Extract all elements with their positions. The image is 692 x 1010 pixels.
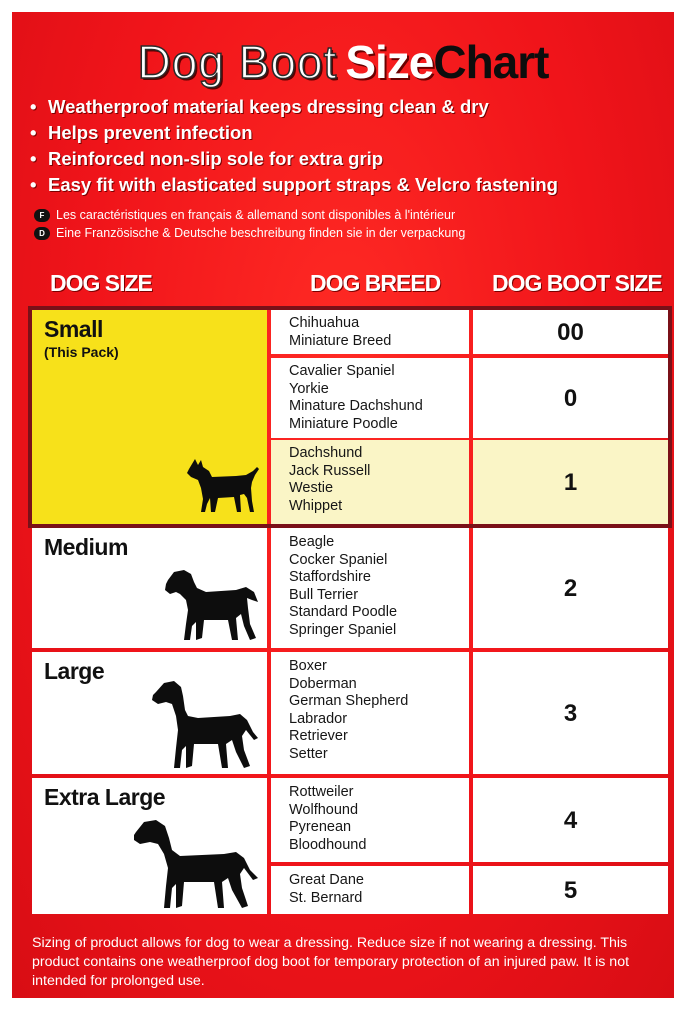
breed-item: Westie	[289, 480, 334, 496]
size-label: Small	[44, 316, 103, 342]
size-chart-poster	[12, 12, 674, 998]
bullet-icon: •	[30, 148, 37, 169]
title-chart: Chart	[433, 36, 549, 88]
breed-list	[289, 445, 370, 515]
breed-item: German Shepherd	[289, 693, 409, 709]
boot-size-cell	[473, 528, 668, 648]
breed-item: Bloodhound	[289, 836, 367, 853]
breed-item: Beagle	[289, 534, 335, 550]
breed-item: Minature Dachshund	[289, 398, 423, 414]
boot-size-value: 4	[563, 807, 578, 834]
boot-size-value: 3	[563, 700, 578, 727]
boot-size-value: 2	[563, 575, 578, 602]
breed-cell	[271, 866, 469, 914]
breed-cell	[271, 528, 469, 648]
breed-item: Labrador	[289, 710, 348, 727]
breed-cell	[271, 778, 469, 862]
breed-item: Boxer	[289, 658, 327, 674]
breed-item: St. Bernard	[289, 889, 363, 906]
breed-item: Bull Terrier	[289, 586, 359, 603]
title-dog-boot: Dog Boot	[137, 36, 338, 88]
breed-item: Jack Russell	[289, 462, 371, 479]
breed-list	[289, 534, 397, 639]
breed-item: Yorkie	[289, 380, 329, 397]
feature-item: • Weatherproof material keeps dressing clean & dry	[30, 94, 558, 120]
breed-item: Pyrenean	[289, 819, 352, 835]
breed-cell	[271, 310, 469, 354]
size-sublabel: (This Pack)	[44, 344, 119, 360]
feature-list	[30, 94, 558, 198]
feature-item: • Helps prevent infection	[30, 120, 558, 146]
breed-item: Cavalier Spaniel	[289, 363, 395, 379]
breed-item: Doberman	[289, 675, 357, 692]
bullet-icon: •	[30, 96, 37, 117]
size-cell-large	[32, 652, 267, 774]
german-badge-icon: D	[34, 227, 50, 240]
boot-size-cell	[473, 652, 668, 774]
small-dog-silhouette-icon	[186, 458, 262, 516]
breed-list	[289, 363, 423, 433]
size-label: Large	[44, 658, 105, 684]
breed-item: Standard Poodle	[289, 604, 398, 620]
breed-item: Rottweiler	[289, 784, 354, 800]
bullet-icon: •	[30, 174, 37, 195]
feature-item: • Easy fit with elasticated support straps & Velcro fastening	[30, 172, 558, 198]
breed-item: Springer Spaniel	[289, 621, 397, 638]
breed-item: Whippet	[289, 497, 343, 514]
size-cell-extra-large	[32, 778, 267, 914]
breed-list	[289, 315, 391, 350]
breed-item: Wolfhound	[289, 801, 359, 818]
title-size: Size	[345, 36, 434, 88]
boot-size-cell	[473, 778, 668, 862]
boot-size-cell	[473, 358, 668, 438]
bullet-icon: •	[30, 122, 37, 143]
medium-dog-silhouette-icon	[164, 568, 262, 642]
boot-size-value: 0	[563, 385, 578, 412]
feature-item: • Reinforced non-slip sole for extra grip	[30, 146, 558, 172]
breed-cell	[271, 358, 469, 438]
breed-cell	[271, 652, 469, 774]
breed-item: Cocker Spaniel	[289, 551, 388, 568]
breed-item: Dachshund	[289, 445, 363, 461]
breed-item: Miniature Breed	[289, 332, 392, 349]
breed-item: Setter	[289, 745, 328, 762]
column-header-dog-size: DOG SIZE	[50, 270, 152, 296]
size-cell-small	[32, 310, 267, 524]
extra-large-dog-silhouette-icon	[132, 814, 260, 910]
boot-size-value: 00	[557, 319, 584, 346]
size-label: Extra Large	[44, 784, 166, 810]
breed-list	[289, 658, 408, 763]
language-note-french: F Les caractéristiques en français & allemand sont disponibles à l'intérieur	[34, 206, 465, 224]
footer-disclaimer: Sizing of product allows for dog to wear a dressing. Reduce size if not wearing a dressing. This product contains one weatherproof dog boot for temporary protection of an injured paw. It is not intended for prolonged use.	[32, 935, 630, 989]
boot-size-cell-highlighted	[473, 440, 668, 524]
page-title	[12, 34, 674, 90]
breed-list	[289, 784, 366, 854]
column-header-dog-breed: DOG BREED	[310, 270, 441, 296]
boot-size-value: 1	[563, 469, 578, 496]
column-header-boot-size: DOG BOOT SIZE	[492, 270, 662, 296]
language-note-german: D Eine Französische & Deutsche beschreibung finden sie in der verpackung	[34, 224, 465, 242]
language-notes	[34, 206, 465, 242]
breed-item: Retriever	[289, 728, 348, 744]
breed-cell-highlighted	[271, 440, 469, 524]
boot-size-cell	[473, 866, 668, 914]
breed-list	[289, 872, 364, 907]
large-dog-silhouette-icon	[150, 678, 260, 770]
size-label: Medium	[44, 534, 128, 560]
boot-size-cell	[473, 310, 668, 354]
breed-item: Staffordshire	[289, 569, 371, 585]
boot-size-value: 5	[563, 877, 578, 904]
breed-item: Miniature Poodle	[289, 415, 398, 432]
french-badge-icon: F	[34, 209, 50, 222]
breed-item: Great Dane	[289, 872, 364, 888]
size-cell-medium	[32, 528, 267, 648]
breed-item: Chihuahua	[289, 315, 360, 331]
